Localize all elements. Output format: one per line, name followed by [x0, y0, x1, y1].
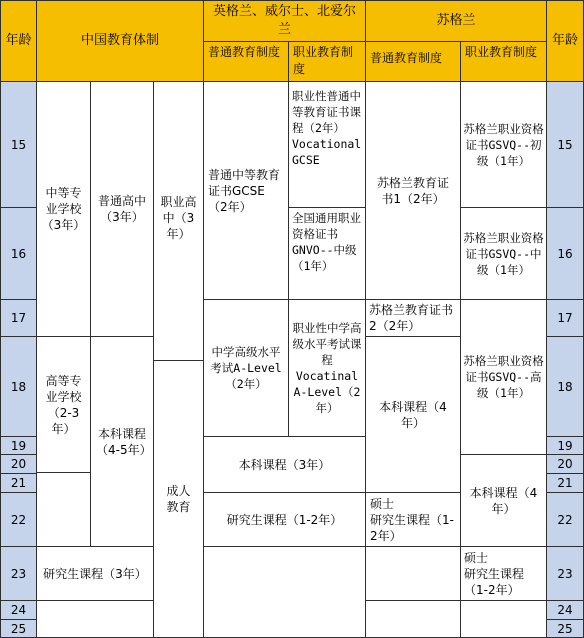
- age-label: 24: [546, 600, 584, 620]
- ewni-vocational-header: 职业教育制度: [288, 41, 366, 82]
- china-empty-cell: [36, 472, 91, 547]
- scotland-empty-cell: [365, 600, 461, 638]
- china-undergraduate-program: 本科课程（4-5年）: [90, 336, 154, 547]
- scotland-general-masters: 硕士 研究生课程（1-2年）: [365, 492, 461, 547]
- ewni-undergraduate-program: 本科课程（3年）: [203, 436, 366, 493]
- age-label: 17: [546, 299, 584, 337]
- ewni-general-header: 普通教育制度: [203, 41, 289, 82]
- scotland-general-header: 普通教育制度: [365, 41, 461, 82]
- ewni-graduate-program: 研究生课程（1-2年）: [203, 492, 366, 547]
- age-label: 19: [546, 436, 584, 455]
- age-label: 18: [546, 336, 584, 437]
- scotland-vocational-masters: 硕士 研究生课程（1-2年）: [460, 546, 547, 601]
- china-higher-vocational-school: 高等专业学校（2-3年）: [36, 336, 91, 473]
- ewni-gnvq-intermediate: 全国通用职业资格证书GNVO--中级（1年）: [288, 207, 366, 300]
- scotland-header: 苏格兰: [365, 0, 547, 42]
- scotland-gsvq-advanced: 苏格兰职业资格证书GSVQ--高级（1年）: [460, 299, 547, 455]
- age-label: 25: [0, 619, 37, 638]
- scotland-vocational-undergraduate: 本科课程（4年）: [460, 454, 547, 547]
- ewni-vocational-a-level: 职业性中学高级水平考试课程Vocatinal A-Level（2年）: [288, 299, 366, 437]
- age-label: 17: [0, 299, 37, 337]
- age-label: 21: [546, 473, 584, 493]
- ewni-empty-cell: [203, 546, 366, 638]
- age-label: 16: [0, 207, 37, 300]
- age-label: 19: [0, 436, 37, 455]
- ewni-header: 英格兰、威尔士、北爱尔兰: [203, 0, 366, 42]
- age-label: 22: [546, 492, 584, 547]
- scotland-vocational-header: 职业教育制度: [460, 41, 547, 82]
- age-label: 20: [546, 454, 584, 474]
- age-label: 23: [0, 546, 37, 601]
- age-label: 16: [546, 207, 584, 300]
- scotland-gsvq-foundation: 苏格兰职业资格证书GSVQ--初级（1年）: [460, 81, 547, 208]
- china-system-header: 中国教育体制: [36, 0, 204, 82]
- china-general-high-school: 普通高中（3年）: [90, 81, 154, 337]
- age-label: 20: [0, 454, 37, 474]
- age-label: 15: [546, 81, 584, 208]
- scotland-gsvq-intermediate: 苏格兰职业资格证书GSVQ--中级（1年）: [460, 207, 547, 300]
- age-label: 24: [0, 600, 37, 620]
- scotland-empty-cell: [460, 600, 547, 638]
- age-label: 22: [0, 492, 37, 547]
- china-vocational-high-school: 职业高中（3年）: [153, 81, 204, 361]
- scotland-empty-cell: [365, 546, 461, 601]
- age-label: 21: [0, 473, 37, 493]
- ewni-a-level: 中学高级水平考试A-Level（2年）: [203, 299, 289, 437]
- age-header-left: 年龄: [0, 0, 37, 82]
- china-empty-cell: [36, 600, 154, 638]
- ewni-vocational-gcse: 职业性普通中等教育证书课程（2年）Vocational GCSE: [288, 81, 366, 208]
- age-header-right: 年龄: [546, 0, 584, 82]
- age-label: 18: [0, 336, 37, 437]
- age-label: 23: [546, 546, 584, 601]
- age-label: 15: [0, 81, 37, 208]
- age-label: 25: [546, 619, 584, 638]
- scotland-general-undergraduate: 本科课程（4年）: [365, 336, 461, 493]
- ewni-gcse: 普通中等教育证书GCSE（2年）: [203, 81, 289, 300]
- china-graduate-program: 研究生课程（3年）: [36, 546, 154, 601]
- china-adult-education: 成人教育: [153, 360, 204, 638]
- china-secondary-vocational-school: 中等专业学校（3年）: [36, 81, 91, 337]
- scotland-certificate-2: 苏格兰教育证书2（2年）: [365, 299, 461, 337]
- scotland-certificate-1: 苏格兰教育证书1（2年）: [365, 81, 461, 300]
